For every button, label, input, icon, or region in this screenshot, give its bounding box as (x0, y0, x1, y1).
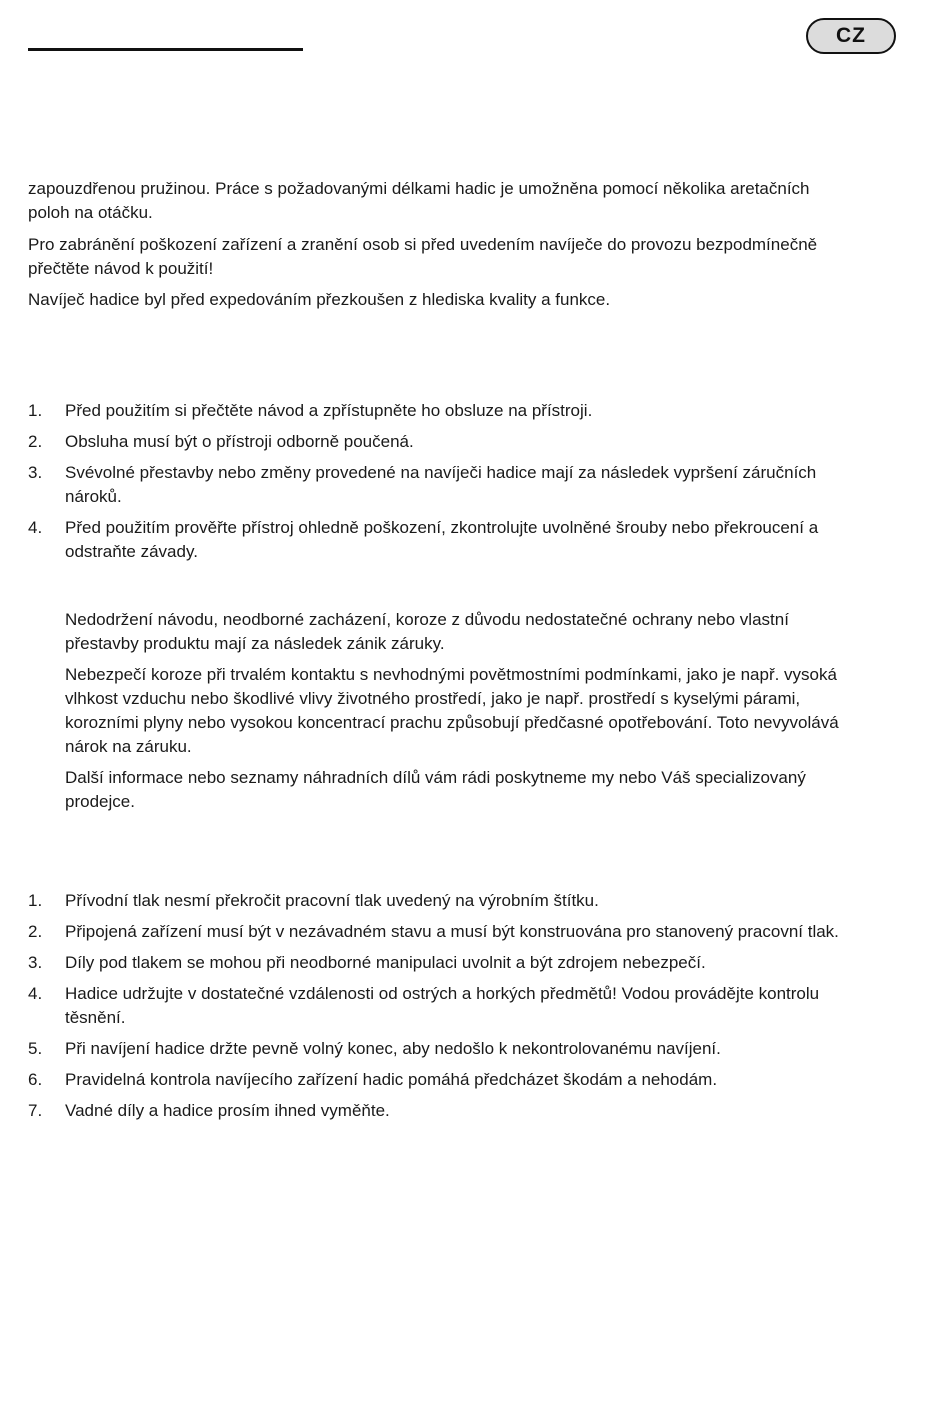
list-item (28, 889, 848, 913)
list-item-number: 5. (28, 1039, 43, 1058)
intro-paragraph-3: Navíječ hadice byl před expedováním přezkoušen z hlediska kvality a funkce. (28, 290, 611, 309)
list-item-text: Vadné díly a hadice prosím ihned vyměňte. (65, 1101, 390, 1120)
warranty-paragraph-3: Další informace nebo seznamy náhradních dílů vám rádi poskytneme my nebo Váš specializovaný prodejce. (65, 768, 806, 811)
intro-paragraph-2: Pro zabránění poškození zařízení a zranění osob si před uvedením navíječe do provozu bezpodmínečně přečtěte návod k použití! (28, 235, 818, 278)
list-item (28, 951, 848, 975)
list-item-text: Díly pod tlakem se mohou při neodborné manipulaci uvolnit a být zdrojem nebezpečí. (65, 953, 706, 972)
warranty-section (65, 608, 845, 821)
list-item-number: 1. (28, 401, 43, 420)
list-item-number: 6. (28, 1070, 43, 1089)
list-item-text: Obsluha musí být o přístroji odborně poučená. (65, 432, 414, 451)
list-item-number: 2. (28, 432, 43, 451)
list-item-text: Připojená zařízení musí být v nezávadném stavu a musí být konstruována pro stanovený pracovní tlak. (65, 922, 839, 941)
list-item (28, 920, 848, 944)
list-item-number: 4. (28, 984, 43, 1003)
pressure-instructions-list (28, 889, 848, 1130)
list-item-text: Svévolné přestavby nebo změny provedené na navíječi hadice mají za následek vypršení záručních nároků. (65, 463, 817, 506)
list-item-number: 3. (28, 953, 43, 972)
list-item-text: Před použitím prověřte přístroj ohledně poškození, zkontrolujte uvolněné šrouby nebo překroucení a odstraňte závady. (65, 518, 819, 561)
list-item-number: 4. (28, 518, 43, 537)
list-item (28, 430, 848, 454)
warranty-paragraph-1: Nedodržení návodu, neodborné zacházení, koroze z důvodu nedostatečné ochrany nebo vlastní přestavby produktu mají za následek zánik záruky. (65, 610, 789, 653)
list-item-number: 2. (28, 922, 43, 941)
list-item (28, 1099, 848, 1123)
list-item (28, 516, 848, 564)
list-item-number: 7. (28, 1101, 43, 1120)
language-badge: CZ (806, 18, 896, 54)
warranty-paragraph-2: Nebezpečí koroze při trvalém kontaktu s nevhodnými povětmostními podmínkami, jako je např. vysoká vlhkost vzduchu nebo škodlivé vlivy životného prostředí, jako je např. prostředí s kyselými párami, korozními plyny nebo vysokou koncentrací prachu způsobují předčasné opotřebování. Toto nevyvolává nárok na záruku. (65, 665, 839, 756)
list-item-text: Pravidelná kontrola navíjecího zařízení hadic pomáhá předcházet škodám a nehodám. (65, 1070, 718, 1089)
list-item-number: 1. (28, 891, 43, 910)
list-item (28, 982, 848, 1030)
list-item-text: Při navíjení hadice držte pevně volný konec, aby nedošlo k nekontrolovanému navíjení. (65, 1039, 721, 1058)
list-item-text: Hadice udržujte v dostatečné vzdálenosti od ostrých a horkých předmětů! Vodou provádějte kontrolu těsnění. (65, 984, 820, 1027)
list-item (28, 399, 848, 423)
list-item-number: 3. (28, 463, 43, 482)
list-item (28, 1068, 848, 1092)
list-item-text: Přívodní tlak nesmí překročit pracovní tlak uvedený na výrobním štítku. (65, 891, 599, 910)
safety-instructions-list (28, 399, 848, 571)
intro-paragraph-1: zapouzdřenou pružinou. Práce s požadovanými délkami hadic je umožněna pomocí několika aretačních poloh na otáčku. (28, 179, 810, 222)
list-item (28, 461, 848, 509)
header-rule (28, 48, 303, 51)
list-item (28, 1037, 848, 1061)
list-item-text: Před použitím si přečtěte návod a zpřístupněte ho obsluze na přístroji. (65, 401, 593, 420)
